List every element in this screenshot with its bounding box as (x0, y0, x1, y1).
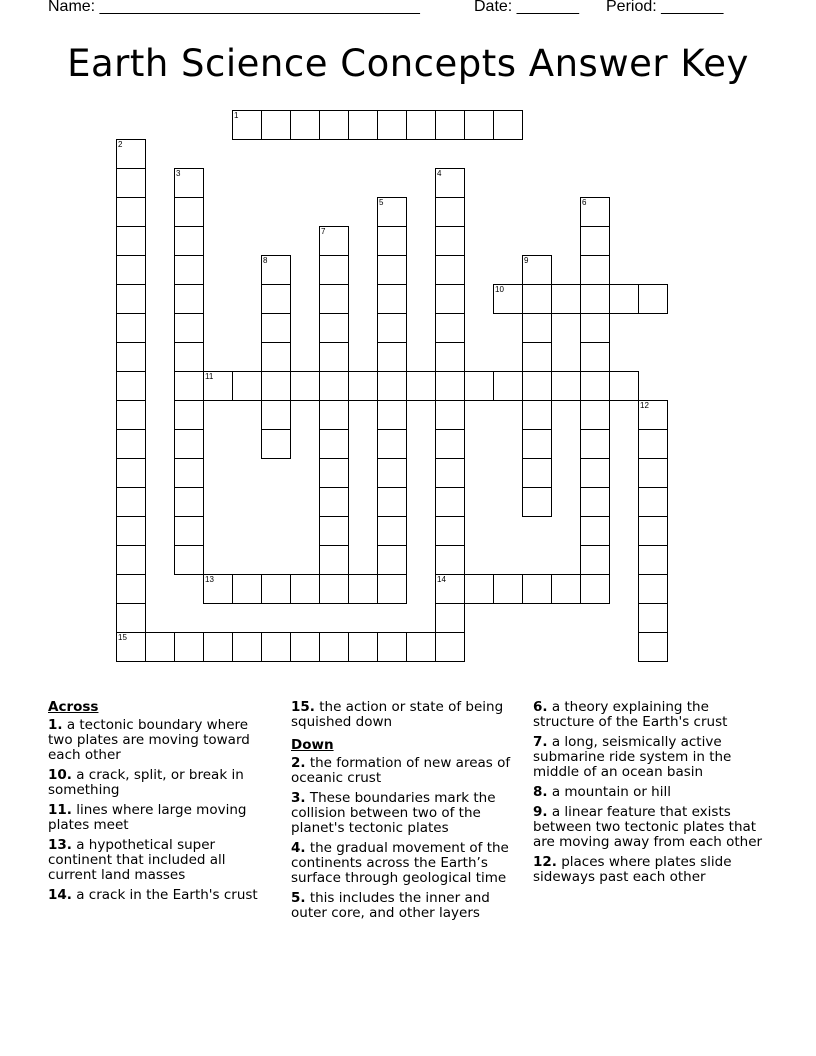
grid-cell[interactable] (377, 545, 407, 575)
grid-cell[interactable] (638, 545, 668, 575)
grid-cell[interactable] (638, 516, 668, 546)
grid-cell[interactable] (435, 487, 465, 517)
down-heading: Down (291, 737, 334, 753)
clue-number-label: 4 (437, 169, 442, 178)
grid-cell[interactable] (116, 400, 146, 430)
clue-down-2 (291, 756, 523, 786)
grid-cell[interactable] (319, 255, 349, 285)
clue-text: the gradual movement of the continents across the Earth’s surface through geological time (291, 840, 509, 886)
grid-cell[interactable] (580, 516, 610, 546)
grid-cell[interactable] (261, 429, 291, 459)
grid-cell[interactable] (435, 545, 465, 575)
clue-number-label: 13 (205, 575, 214, 584)
student-info-line (48, 0, 768, 20)
grid-cell[interactable] (261, 284, 291, 314)
grid-cell[interactable] (435, 603, 465, 633)
clue-down-7 (533, 735, 763, 780)
grid-cell[interactable] (377, 574, 407, 604)
grid-cell[interactable] (435, 458, 465, 488)
grid-cell[interactable] (174, 458, 204, 488)
grid-cell[interactable] (406, 371, 436, 401)
clue-number-label: 7 (321, 227, 326, 236)
grid-cell[interactable] (174, 429, 204, 459)
grid-cell[interactable] (580, 545, 610, 575)
grid-cell[interactable] (145, 632, 175, 662)
clue-down-6 (533, 700, 763, 730)
grid-cell[interactable] (638, 603, 668, 633)
grid-cell[interactable] (377, 516, 407, 546)
grid-cell[interactable] (261, 574, 291, 604)
grid-cell[interactable] (232, 574, 262, 604)
clue-number: 9. (533, 804, 548, 820)
grid-cell[interactable] (406, 110, 436, 140)
clue-down-5 (291, 891, 523, 921)
grid-cell[interactable] (116, 313, 146, 343)
grid-cell[interactable] (116, 603, 146, 633)
clue-text: the formation of new areas of oceanic crust (291, 755, 511, 786)
clue-number-label: 1 (234, 111, 239, 120)
clue-text: a hypothetical super continent that included all current land masses (48, 837, 226, 883)
grid-cell[interactable] (174, 400, 204, 430)
clue-text: a crack in the Earth's crust (76, 887, 258, 903)
grid-cell[interactable] (116, 226, 146, 256)
grid-cell[interactable] (319, 574, 349, 604)
grid-cell[interactable] (232, 110, 262, 140)
clue-number: 8. (533, 784, 548, 800)
grid-cell[interactable] (377, 429, 407, 459)
grid-cell[interactable] (522, 342, 552, 372)
page-title: Earth Science Concepts Answer Key (67, 42, 749, 85)
grid-cell[interactable] (435, 197, 465, 227)
clue-text: a mountain or hill (551, 784, 671, 800)
grid-cell[interactable] (319, 632, 349, 662)
clue-text: a long, seismically active submarine ride system in the middle of an ocean basin (533, 734, 732, 780)
clue-across-15 (291, 700, 523, 730)
grid-cell[interactable] (116, 168, 146, 198)
grid-cell[interactable] (116, 371, 146, 401)
grid-cell[interactable] (319, 429, 349, 459)
clue-down-8 (533, 785, 763, 800)
clue-number: 5. (291, 890, 306, 906)
clue-across-11 (48, 803, 270, 833)
grid-cell[interactable] (580, 226, 610, 256)
grid-cell[interactable] (580, 342, 610, 372)
clue-down-3 (291, 791, 523, 836)
grid-cell[interactable] (377, 458, 407, 488)
grid-cell[interactable] (319, 458, 349, 488)
name-field-label: Name: ____________________________________ (48, 0, 420, 15)
grid-cell[interactable] (551, 371, 581, 401)
grid-cell[interactable] (203, 574, 233, 604)
grid-cell[interactable] (174, 632, 204, 662)
clue-text: a theory explaining the structure of the Earth's crust (533, 699, 728, 730)
clue-number: 14. (48, 887, 72, 903)
grid-cell[interactable] (319, 371, 349, 401)
grid-cell[interactable] (203, 371, 233, 401)
grid-cell[interactable] (609, 284, 639, 314)
grid-cell[interactable] (493, 574, 523, 604)
grid-cell[interactable] (377, 342, 407, 372)
grid-cell[interactable] (290, 632, 320, 662)
clue-text: this includes the inner and outer core, and other layers (291, 890, 490, 921)
grid-cell[interactable] (522, 371, 552, 401)
clue-number: 10. (48, 767, 72, 783)
grid-cell[interactable] (435, 284, 465, 314)
grid-cell[interactable] (435, 226, 465, 256)
grid-cell[interactable] (116, 139, 146, 169)
grid-cell[interactable] (493, 110, 523, 140)
grid-cell[interactable] (435, 110, 465, 140)
clue-text: lines where large moving plates meet (48, 802, 247, 833)
grid-cell[interactable] (174, 313, 204, 343)
grid-cell[interactable] (638, 458, 668, 488)
grid-cell[interactable] (406, 632, 436, 662)
grid-cell[interactable] (319, 110, 349, 140)
grid-cell[interactable] (377, 284, 407, 314)
grid-cell[interactable] (261, 400, 291, 430)
clue-text: a tectonic boundary where two plates are moving toward each other (48, 717, 250, 763)
clue-number-label: 10 (495, 285, 504, 294)
grid-cell[interactable] (116, 487, 146, 517)
clue-number: 6. (533, 699, 548, 715)
clue-number-label: 2 (118, 140, 123, 149)
clue-number-label: 12 (640, 401, 649, 410)
grid-cell[interactable] (174, 516, 204, 546)
grid-cell[interactable] (348, 632, 378, 662)
grid-cell[interactable] (261, 255, 291, 285)
grid-cell[interactable] (580, 313, 610, 343)
clue-across-10 (48, 768, 270, 798)
grid-cell[interactable] (319, 313, 349, 343)
clue-text: places where plates slide sideways past each other (533, 854, 732, 885)
grid-cell[interactable] (232, 632, 262, 662)
grid-cell[interactable] (116, 342, 146, 372)
clue-down-9 (533, 805, 763, 850)
grid-cell[interactable] (261, 313, 291, 343)
clue-column-1 (48, 700, 270, 908)
clue-column-2 (291, 700, 523, 926)
grid-cell[interactable] (174, 255, 204, 285)
clue-number: 12. (533, 854, 557, 870)
grid-cell[interactable] (174, 545, 204, 575)
grid-cell[interactable] (377, 197, 407, 227)
grid-cell[interactable] (348, 371, 378, 401)
grid-cell[interactable] (174, 487, 204, 517)
grid-cell[interactable] (435, 313, 465, 343)
grid-cell[interactable] (174, 168, 204, 198)
grid-cell[interactable] (522, 400, 552, 430)
grid-cell[interactable] (377, 371, 407, 401)
grid-cell[interactable] (116, 197, 146, 227)
grid-cell[interactable] (580, 574, 610, 604)
date-field-label: Date: _______ (474, 0, 579, 15)
grid-cell[interactable] (377, 313, 407, 343)
grid-cell[interactable] (435, 255, 465, 285)
clue-number: 13. (48, 837, 72, 853)
grid-cell[interactable] (203, 632, 233, 662)
grid-cell[interactable] (435, 371, 465, 401)
grid-cell[interactable] (638, 400, 668, 430)
grid-cell[interactable] (522, 574, 552, 604)
clue-number-label: 15 (118, 633, 127, 642)
grid-cell[interactable] (435, 632, 465, 662)
grid-cell[interactable] (319, 400, 349, 430)
grid-cell[interactable] (464, 110, 494, 140)
clue-number: 4. (291, 840, 306, 856)
grid-cell[interactable] (522, 487, 552, 517)
clue-down-12 (533, 855, 763, 885)
grid-cell[interactable] (493, 284, 523, 314)
period-field-label: Period: _______ (606, 0, 724, 15)
grid-cell[interactable] (435, 400, 465, 430)
clue-number: 11. (48, 802, 72, 818)
clue-text: These boundaries mark the collision between two of the planet's tectonic plates (291, 790, 496, 836)
grid-cell[interactable] (348, 110, 378, 140)
grid-cell[interactable] (551, 284, 581, 314)
grid-cell[interactable] (261, 342, 291, 372)
grid-cell[interactable] (580, 284, 610, 314)
grid-cell[interactable] (580, 371, 610, 401)
clue-number-label: 8 (263, 256, 268, 265)
clue-column-3 (533, 700, 763, 890)
clue-text: a crack, split, or break in something (48, 767, 244, 798)
grid-cell[interactable] (551, 574, 581, 604)
grid-cell[interactable] (319, 487, 349, 517)
clue-down-4 (291, 841, 523, 886)
grid-cell[interactable] (522, 284, 552, 314)
clue-number-label: 11 (205, 372, 214, 381)
clue-number: 3. (291, 790, 306, 806)
grid-cell[interactable] (522, 255, 552, 285)
grid-cell[interactable] (174, 342, 204, 372)
clue-number-label: 14 (437, 575, 446, 584)
grid-cell[interactable] (319, 226, 349, 256)
grid-cell[interactable] (580, 458, 610, 488)
grid-cell[interactable] (464, 574, 494, 604)
clue-text: a linear feature that exists between two tectonic plates that are moving away from each other (533, 804, 763, 850)
grid-cell[interactable] (638, 487, 668, 517)
grid-cell[interactable] (638, 284, 668, 314)
clue-number-label: 6 (582, 198, 587, 207)
clue-across-1 (48, 718, 270, 763)
grid-cell[interactable] (464, 371, 494, 401)
grid-cell[interactable] (580, 197, 610, 227)
grid-cell[interactable] (638, 574, 668, 604)
grid-cell[interactable] (116, 458, 146, 488)
grid-cell[interactable] (580, 487, 610, 517)
grid-cell[interactable] (116, 284, 146, 314)
grid-cell[interactable] (493, 371, 523, 401)
across-heading: Across (48, 699, 99, 715)
clue-across-14 (48, 888, 270, 903)
grid-cell[interactable] (638, 632, 668, 662)
clue-text: the action or state of being squished down (291, 699, 504, 730)
grid-cell[interactable] (435, 342, 465, 372)
clue-number-label: 3 (176, 169, 181, 178)
grid-cell[interactable] (638, 429, 668, 459)
grid-cell[interactable] (116, 429, 146, 459)
grid-cell[interactable] (116, 516, 146, 546)
grid-cell[interactable] (261, 371, 291, 401)
clue-number: 1. (48, 717, 63, 733)
clue-across-13 (48, 838, 270, 883)
clue-number-label: 9 (524, 256, 529, 265)
grid-cell[interactable] (116, 632, 146, 662)
grid-cell[interactable] (319, 342, 349, 372)
clue-number-label: 5 (379, 198, 384, 207)
grid-cell[interactable] (319, 545, 349, 575)
grid-cell[interactable] (377, 255, 407, 285)
grid-cell[interactable] (290, 574, 320, 604)
grid-cell[interactable] (319, 516, 349, 546)
grid-cell[interactable] (377, 110, 407, 140)
grid-cell[interactable] (319, 284, 349, 314)
grid-cell[interactable] (580, 255, 610, 285)
grid-cell[interactable] (377, 487, 407, 517)
grid-cell[interactable] (435, 429, 465, 459)
grid-cell[interactable] (174, 284, 204, 314)
grid-cell[interactable] (522, 458, 552, 488)
grid-cell[interactable] (377, 400, 407, 430)
grid-cell[interactable] (348, 574, 378, 604)
grid-cell[interactable] (116, 255, 146, 285)
grid-cell[interactable] (116, 545, 146, 575)
grid-cell[interactable] (116, 574, 146, 604)
grid-cell[interactable] (174, 226, 204, 256)
grid-cell[interactable] (261, 110, 291, 140)
grid-cell[interactable] (522, 429, 552, 459)
grid-cell[interactable] (290, 110, 320, 140)
grid-cell[interactable] (580, 429, 610, 459)
grid-cell[interactable] (290, 371, 320, 401)
grid-cell[interactable] (174, 371, 204, 401)
grid-cell[interactable] (261, 632, 291, 662)
grid-cell[interactable] (435, 574, 465, 604)
grid-cell[interactable] (609, 371, 639, 401)
grid-cell[interactable] (174, 197, 204, 227)
clue-number: 15. (291, 699, 315, 715)
clue-number: 2. (291, 755, 306, 771)
grid-cell[interactable] (377, 632, 407, 662)
grid-cell[interactable] (580, 400, 610, 430)
grid-cell[interactable] (435, 516, 465, 546)
grid-cell[interactable] (377, 226, 407, 256)
grid-cell[interactable] (435, 168, 465, 198)
grid-cell[interactable] (232, 371, 262, 401)
grid-cell[interactable] (522, 313, 552, 343)
clue-number: 7. (533, 734, 548, 750)
